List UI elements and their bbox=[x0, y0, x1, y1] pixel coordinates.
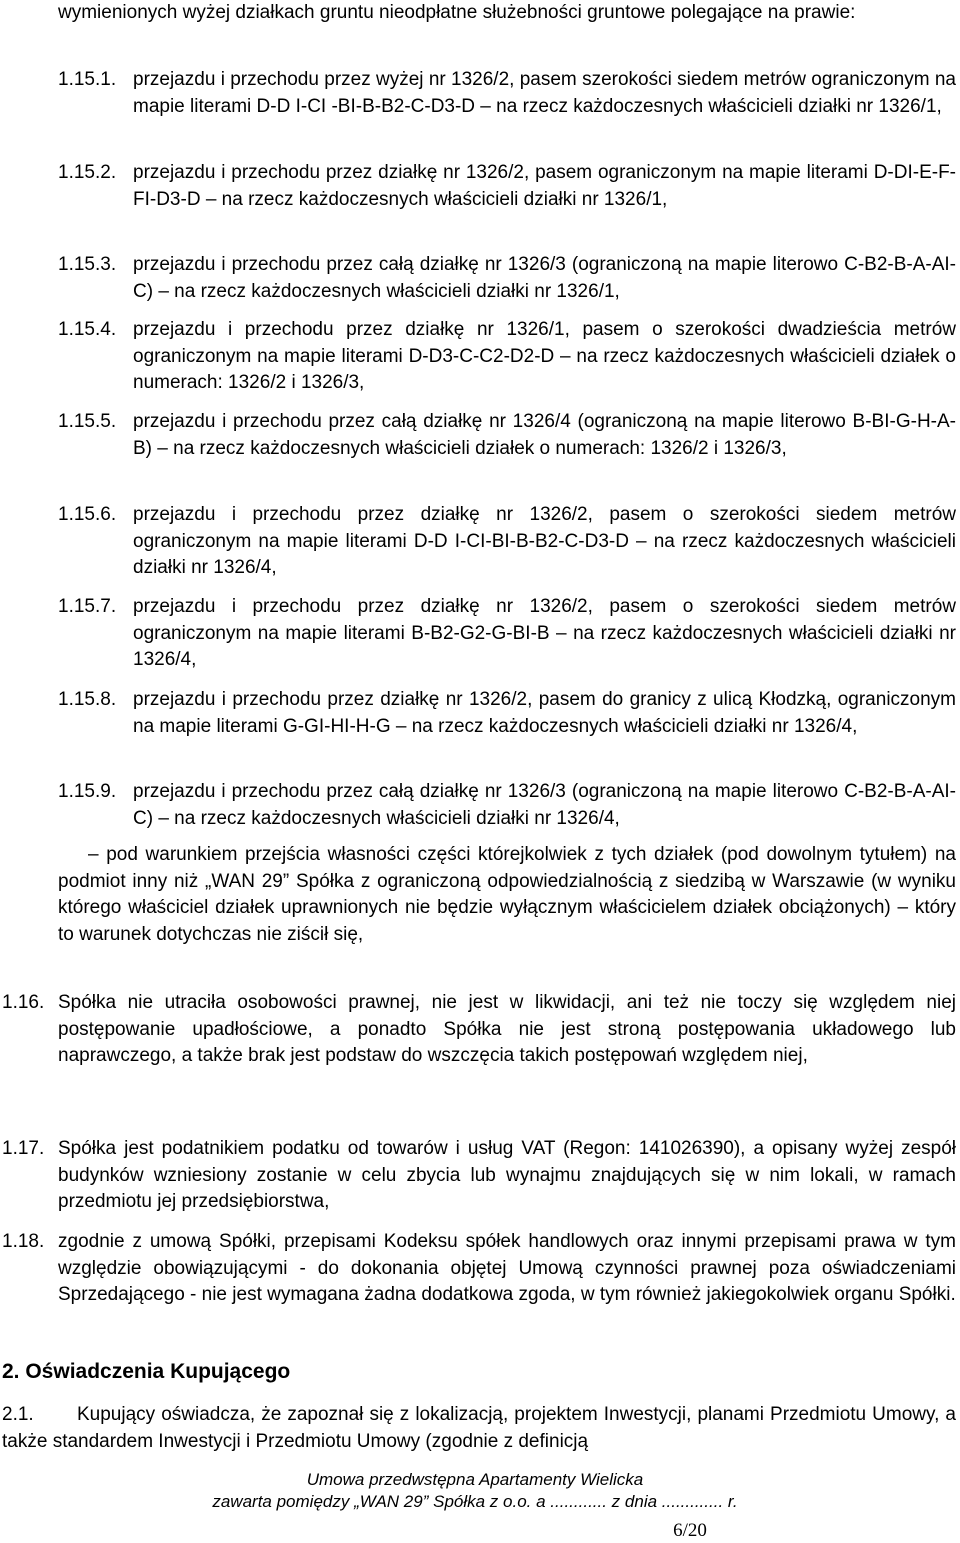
list-item-number: 1.15.1. bbox=[58, 69, 117, 90]
list-item-text: przejazdu i przechodu przez działkę nr 1326/2, pasem o szerokości siedem metrów ograniczonym na mapie literami D-D I-CI-BI-B-B2-C-D3-D – na rzecz każdoczesnych właścicieli działki nr 1326/4, bbox=[133, 504, 956, 578]
condition-paragraph: – pod warunkiem przejścia własności części którejkolwiek z tych działek (pod dowolnym tytułem) na podmiot inny niż „WAN 29” Spółka z ograniczoną odpowiedzialnością z siedzibą w Warszawie (w wyniku którego właściciel działek uprawnionych nie będzie wyłącznym właścicielem działek obciążonych) – który to warunek dotychczas nie ziścił się, bbox=[58, 844, 956, 945]
section-item-text: Kupujący oświadcza, że zapoznał się z lokalizacją, projektem Inwestycji, planami Przedmiotu Umowy, a także standardem Inwestycji i Przedmiotu Umowy (zgodnie z definicją bbox=[2, 1404, 956, 1452]
list-item-text: przejazdu i przechodu przez działkę nr 1326/2, pasem do granicy z ulicą Kłodzką, ograniczonym na mapie literami G-GI-HI-H-G – na rzecz każdoczesnych właścicieli działki nr 1326/4, bbox=[133, 689, 956, 737]
section-heading: 2. Oświadczenia Kupującego bbox=[2, 1360, 291, 1383]
list-item-number: 1.15.7. bbox=[58, 596, 117, 617]
list-item-text: przejazdu i przechodu przez działkę nr 1326/2, pasem o szerokości siedem metrów ograniczonym na mapie literami B-B2-G2-G-BI-B – na rzecz każdoczesnych właścicieli działki nr 1326/4, bbox=[133, 596, 956, 670]
list-item-text: przejazdu i przechodu przez wyżej nr 1326/2, pasem szerokości siedem metrów ograniczonym na mapie literami D-D I-CI -BI-B-B2-C-D3-D – na rzecz każdoczesnych właścicieli działki nr 1326/1, bbox=[133, 69, 956, 117]
list-item-text: przejazdu i przechodu przez całą działkę nr 1326/3 (ograniczoną na mapie literowo C-B2-B-A-AI-C) – na rzecz każdoczesnych właścicieli działki nr 1326/1, bbox=[133, 254, 956, 302]
paragraph-number: 1.18. bbox=[2, 1231, 45, 1252]
list-item-number: 1.15.2. bbox=[58, 162, 117, 183]
list-item-text: przejazdu i przechodu przez całą działkę nr 1326/4 (ograniczoną na mapie literowo B-BI-G-H-A-B) – na rzecz każdoczesnych właścicieli działek o numerach: 1326/2 i 1326/3, bbox=[133, 411, 956, 459]
page-number: 6/20 bbox=[673, 1520, 707, 1541]
list-item-number: 1.15.4. bbox=[58, 319, 117, 340]
list-item-text: przejazdu i przechodu przez działkę nr 1326/2, pasem ograniczonym na mapie literami D-DI-E-F-FI-D3-D – na rzecz każdoczesnych właścicieli działki nr 1326/1, bbox=[133, 162, 956, 210]
paragraph-text: zgodnie z umową Spółki, przepisami Kodeksu spółek handlowych oraz innymi przepisami prawa w tym względzie obowiązującymi - do dokonania objętej Umową czynności prawnej poza oświadczeniami Sprzedającego - nie jest wymagana żadna dodatkowa zgoda, w tym również jakiegokolwiek organu Spółki. bbox=[58, 1231, 956, 1305]
list-item-number: 1.15.5. bbox=[58, 411, 117, 432]
paragraph-text: Spółka jest podatnikiem podatku od towarów i usług VAT (Regon: 141026390), a opisany wyżej zespół budynków wzniesiony zostanie w celu zbycia lub wynajmu znajdujących się w nim lokali, w ramach przedmiotu jej przedsiębiorstwa, bbox=[58, 1138, 956, 1212]
paragraph-text: Spółka nie utraciła osobowości prawnej, nie jest w likwidacji, ani też nie toczy się względem niej postępowanie upadłościowe, a ponadto Spółka nie jest stroną postępowania układowego lub naprawczego, a także brak jest podstaw do wszczęcia takich postępowań względem niej, bbox=[58, 992, 956, 1066]
list-item-number: 1.15.9. bbox=[58, 781, 117, 802]
footer-parties: zawarta pomiędzy „WAN 29” Spółka z o.o. a ............ z dnia ............. r. bbox=[212, 1492, 738, 1511]
list-item-text: przejazdu i przechodu przez działkę nr 1326/1, pasem o szerokości dwadzieścia metrów ograniczonym na mapie literami D-D3-C-C2-D2-D – na rzecz każdoczesnych właścicieli działek o numerach: 1326/2 i 1326/3, bbox=[133, 319, 956, 393]
footer-title: Umowa przedwstępna Apartamenty Wielicka bbox=[306, 1470, 644, 1489]
intro-text: wymienionych wyżej działkach gruntu nieodpłatne służebności gruntowe polegające na prawie: bbox=[58, 2, 856, 23]
section-item-number: 2.1. bbox=[2, 1404, 34, 1425]
list-item-number: 1.15.3. bbox=[58, 254, 117, 275]
paragraph-number: 1.17. bbox=[2, 1138, 45, 1159]
list-item-number: 1.15.6. bbox=[58, 504, 117, 525]
paragraph-number: 1.16. bbox=[2, 992, 45, 1013]
list-item-text: przejazdu i przechodu przez całą działkę nr 1326/3 (ograniczoną na mapie literowo C-B2-B-A-AI-C) – na rzecz każdoczesnych właścicieli działki nr 1326/4, bbox=[133, 781, 956, 829]
list-item-number: 1.15.8. bbox=[58, 689, 117, 710]
